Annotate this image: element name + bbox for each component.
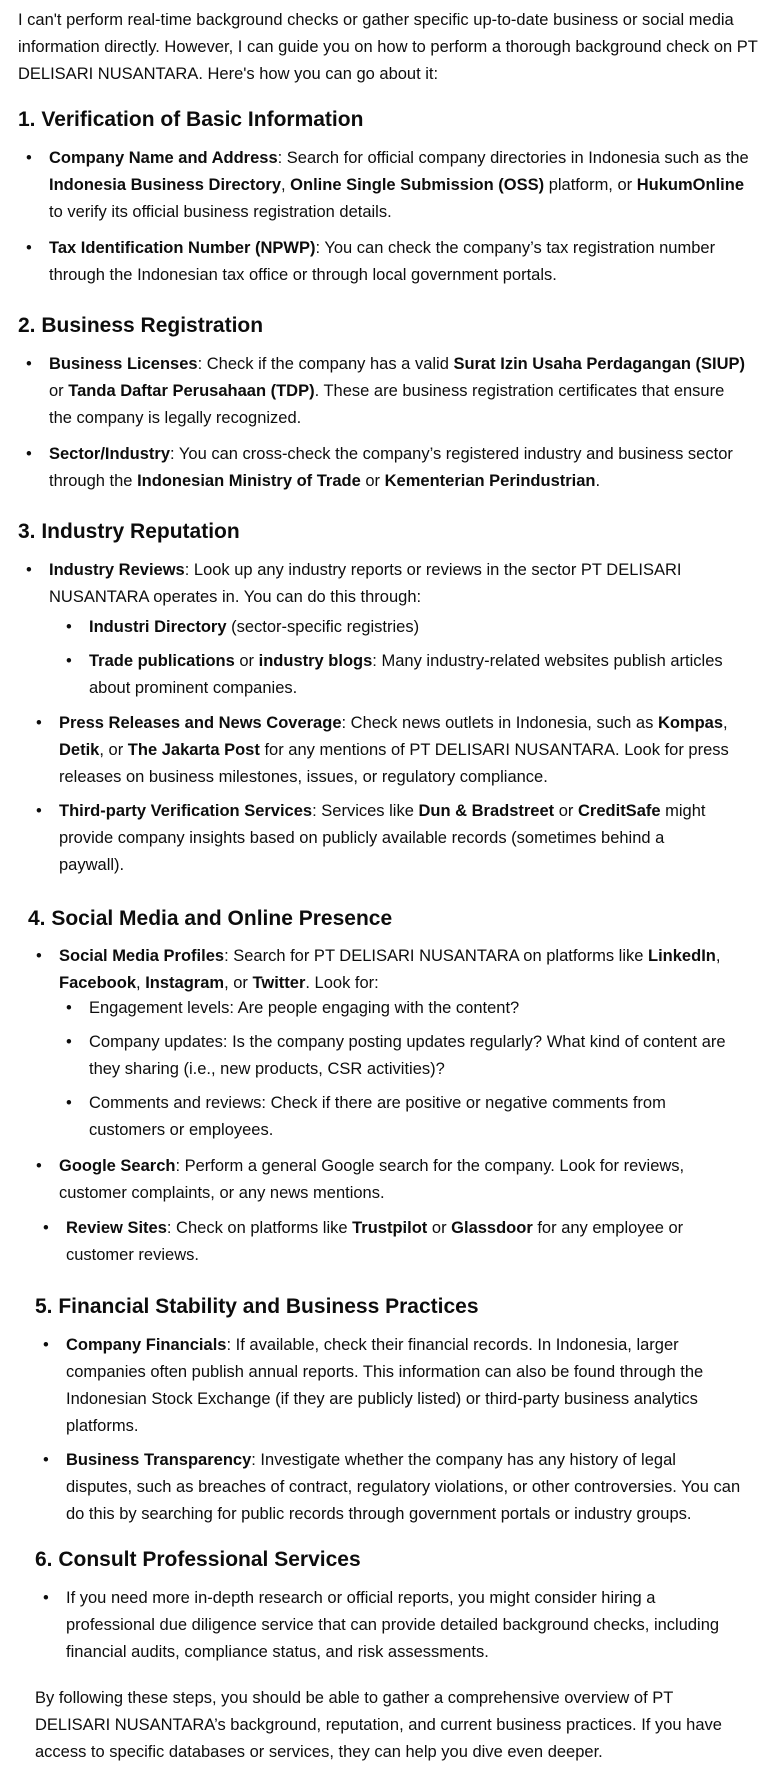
bold-term: Kementerian Perindustrian (384, 472, 596, 490)
bold-term: Kompas (657, 714, 724, 732)
section-4-list-continued-2 (66, 1215, 736, 1269)
bold-term: Instagram (145, 974, 225, 992)
list-item: • Company Name and Address: Search for official company directories in Indonesia such as the Indonesia Business Directory, Online Single Submission (OSS) platform, or HukumOnline to verify its official business registration details. (49, 145, 749, 226)
section-3-heading: 3. Industry Reputation (18, 520, 240, 543)
bold-term: Tanda Daftar Perusahaan (TDP) (68, 382, 315, 400)
bold-term: Dun & Bradstreet (418, 802, 555, 820)
bold-term: Indonesian Ministry of Trade (137, 472, 361, 490)
bold-term: Company Financials (66, 1336, 227, 1354)
list-item: • Company Financials: If available, check their financial records. In Indonesia, larger companies often publish annual reports. This information can also be found through the Indonesian Stock Exchange (if they are publicly listed) or third-party business analytics platforms. (66, 1332, 746, 1440)
bold-term: Trustpilot (352, 1219, 428, 1237)
list-item: • Third-party Verification Services: Services like Dun & Bradstreet or CreditSafe might provide company insights based on publicly available records (sometimes behind a paywall). (59, 798, 729, 879)
bold-term: LinkedIn (648, 947, 716, 965)
bold-term: Trade publications (89, 652, 235, 670)
sub-list-item: • Trade publications or industry blogs: Many industry-related websites publish articles about prominent companies. (89, 648, 739, 702)
bold-term: Business Transparency (66, 1451, 252, 1469)
bold-term: Sector/Industry (49, 445, 171, 463)
section-4-heading: 4. Social Media and Online Presence (28, 907, 393, 930)
bold-term: Social Media Profiles (59, 947, 225, 965)
bold-term: Detik (59, 741, 100, 759)
intro-paragraph: I can't perform real-time background checks or gather specific up-to-date business or social media information directly. However, I can guide you on how to perform a thorough background check on PT DELISARI NUSANTARA. Here's how you can go about it: (18, 11, 758, 83)
bold-term: Business Licenses (49, 355, 198, 373)
bold-term: industry blogs (258, 652, 373, 670)
list-item: • Business Licenses: Check if the company has a valid Surat Izin Usaha Perdagangan (SIUP) or Tanda Daftar Perusahaan (TDP). These are business registration certificates that ensure the company is legally recognized. (49, 351, 749, 432)
bold-term: Third-party Verification Services (59, 802, 313, 820)
section-1-heading: 1. Verification of Basic Information (18, 108, 364, 131)
section-1-list (49, 145, 749, 289)
sub-list-item: • Comments and reviews: Check if there are positive or negative comments from customers or employees. (89, 1090, 739, 1144)
section-5-list (66, 1332, 746, 1528)
bold-term: Online Single Submission (OSS) (290, 176, 545, 194)
section-3-list (49, 557, 729, 611)
list-item: • Industry Reviews: Look up any industry reports or reviews in the sector PT DELISARI NUSANTARA operates in. You can do this through: (49, 557, 729, 611)
bold-term: Tax Identification Number (NPWP) (49, 239, 316, 257)
bold-term: The Jakarta Post (127, 741, 260, 759)
section-2-list (49, 351, 749, 495)
list-item: • If you need more in-depth research or official reports, you might consider hiring a professional due diligence service that can provide detailed background checks, including financial audits, compliance status, and risk assessments. (66, 1585, 746, 1666)
list-item: • Google Search: Perform a general Google search for the company. Look for reviews, customer complaints, or any news mentions. (59, 1153, 739, 1207)
closing-paragraph: By following these steps, you should be able to gather a comprehensive overview of PT DELISARI NUSANTARA’s background, reputation, and current business practices. If you have access to specific databases or services, they can help you dive even deeper. (35, 1689, 722, 1761)
list-item: • Business Transparency: Investigate whether the company has any history of legal disputes, such as breaches of contract, regulatory violations, or other controversies. You can do this by searching for public records through government portals or industry groups. (66, 1447, 746, 1528)
bold-term: Review Sites (66, 1219, 167, 1237)
bold-term: Indonesia Business Directory (49, 176, 281, 194)
list-item: • Press Releases and News Coverage: Check news outlets in Indonesia, such as Kompas, Detik, or The Jakarta Post for any mentions of PT DELISARI NUSANTARA. Look for press releases on business milestones, issues, or regulatory compliance. (59, 710, 729, 791)
bold-term: HukumOnline (636, 176, 745, 194)
section-5-heading: 5. Financial Stability and Business Practices (35, 1295, 479, 1318)
section-2-heading: 2. Business Registration (18, 314, 264, 337)
section-6-list (66, 1585, 746, 1666)
list-item: • Review Sites: Check on platforms like Trustpilot or Glassdoor for any employee or customer reviews. (66, 1215, 736, 1269)
sub-list-item: • Company updates: Is the company posting updates regularly? What kind of content are they sharing (i.e., new products, CSR activities)? (89, 1029, 739, 1083)
bold-term: Industry Reviews (49, 561, 185, 579)
section-4-list (59, 943, 739, 997)
section-4-sublist (89, 995, 739, 1144)
bold-term: Google Search (59, 1157, 176, 1175)
list-item: • Tax Identification Number (NPWP): You can check the company’s tax registration number through the Indonesian tax office or through local government portals. (49, 235, 749, 289)
section-3-sublist (89, 614, 739, 702)
bold-term: Press Releases and News Coverage (59, 714, 342, 732)
bold-term: Twitter (252, 974, 306, 992)
section-4-list-continued (59, 1153, 739, 1207)
section-6-heading: 6. Consult Professional Services (35, 1548, 361, 1571)
bold-term: Industri Directory (89, 618, 227, 636)
sub-list-item: • Industri Directory (sector-specific registries) (89, 614, 739, 641)
section-3-list-continued (59, 710, 729, 879)
list-item: • Sector/Industry: You can cross-check the company’s registered industry and business sector through the Indonesian Ministry of Trade or Kementerian Perindustrian. (49, 441, 749, 495)
sub-list-item: • Engagement levels: Are people engaging with the content? (89, 995, 739, 1022)
bold-term: Glassdoor (451, 1219, 533, 1237)
bold-term: Facebook (59, 974, 137, 992)
bold-term: Company Name and Address (49, 149, 278, 167)
bold-term: Surat Izin Usaha Perdagangan (SIUP) (453, 355, 746, 373)
list-item: • Social Media Profiles: Search for PT DELISARI NUSANTARA on platforms like LinkedIn, Facebook, Instagram, or Twitter. Look for: (59, 943, 739, 997)
bold-term: CreditSafe (578, 802, 661, 820)
